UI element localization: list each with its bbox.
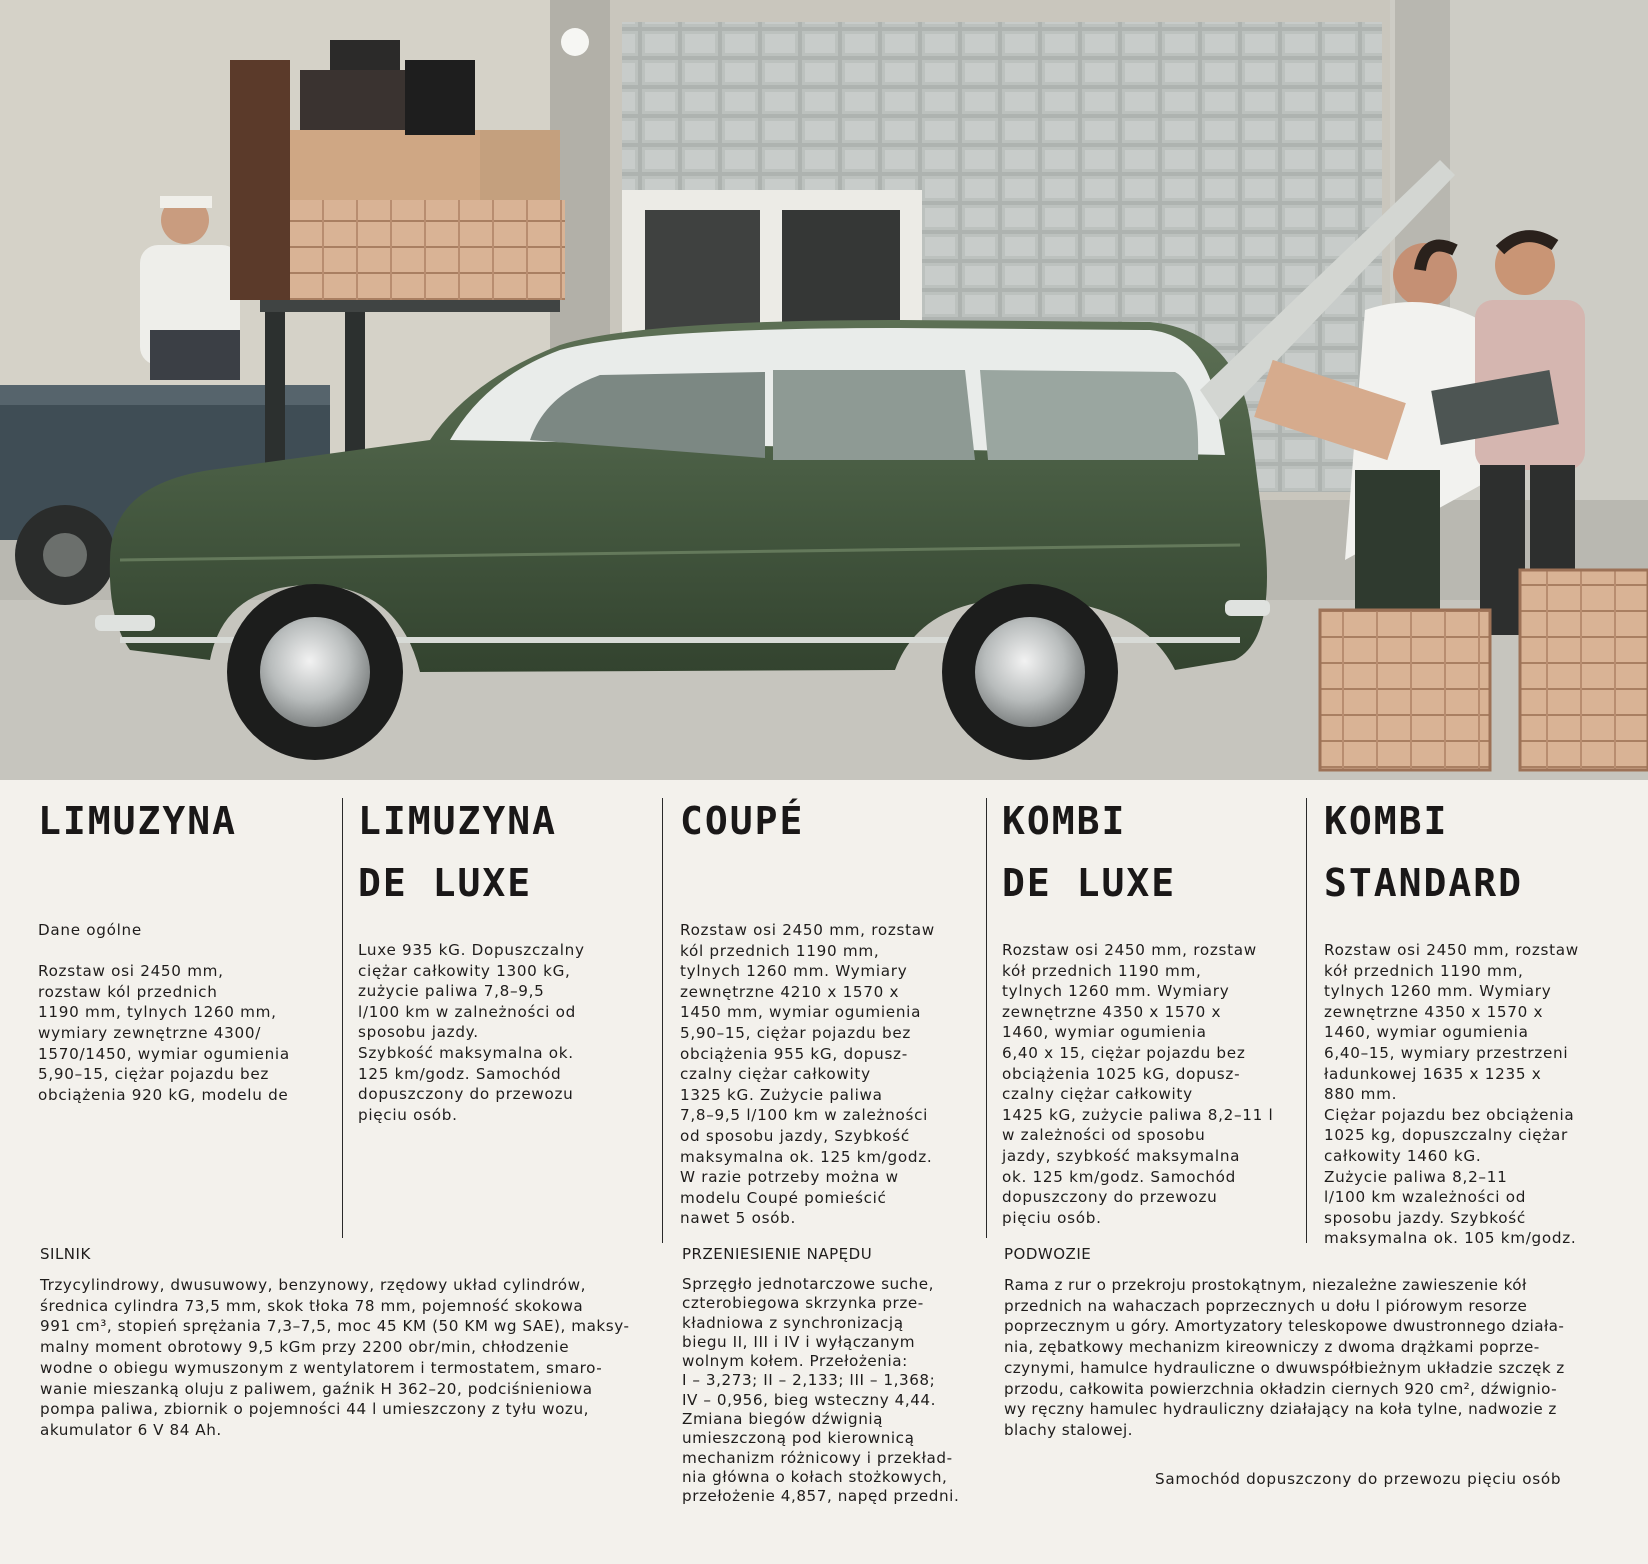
model-columns	[0, 780, 1648, 1248]
model-description: Rozstaw osi 2450 mm, rozstaw kół przednich 1190 mm, tylnych 1260 mm. Wymiary zewnętrzne 4350 x 1570 x 1460, wymiar ogumienia 6,40–15, wymiary przestrzeni ładunkowej 1635 x 1235 x 880 mm. Ciężar pojazdu bez obciążenia 1025 kg, dopuszczalny ciężar całkowity 1460 kG. Zużycie paliwa 8,2–11 l/100 km wzależności od sposobu jazdy. Szybkość maksymalna ok. 105 km/godz.	[1324, 941, 1579, 1248]
model-title: LIMUZYNA DE LUXE	[358, 799, 558, 905]
hero-photo	[0, 0, 1648, 780]
column-divider	[342, 798, 343, 1238]
model-title: KOMBI STANDARD	[1324, 799, 1524, 905]
model-title: LIMUZYNA	[38, 799, 238, 843]
section-title: SILNIK	[40, 1245, 91, 1263]
model-limuzyna	[38, 780, 338, 1105]
column-divider	[662, 798, 663, 1243]
section-body: Trzycylindrowy, dwusuwowy, benzynowy, rzędowy układ cylindrów, średnica cylindra 73,5 mm, skok tłoka 78 mm, pojemność skokowa 991 cm³, stopień sprężania 7,3–7,5, moc 45 KM (50 KM wg SAE), maksy- malny moment obrotowy 9,5 kGm przy 2200 obr/min, chłodzenie wodne o obiegu wymuszonym z wentylatorem i termostatem, smaro- wanie mieszanką oluju z paliwem, gaźnik H 362–20, podciśnieniowa pompa paliwa, zbiornik o pojemności 44 l umieszczony z tyłu wozu, akumulator 6 V 84 Ah.	[40, 1276, 630, 1439]
column-divider	[1306, 798, 1307, 1243]
model-kombi-de-luxe	[1002, 780, 1302, 1228]
model-title: COUPÉ	[680, 799, 805, 843]
section-engine	[40, 1245, 660, 1441]
section-drivetrain	[682, 1245, 982, 1507]
model-description: Rozstaw osi 2450 mm, rozstaw kól przednich 1190 mm, tylnych 1260 mm. Wymiary zewnętrzne 4210 x 1570 x 1450 mm, wymiar ogumienia 5,90–15, ciężar pojazdu bez obciążenia 955 kG, dopusz- czalny ciężar całkowity 1325 kG. Zużycie paliwa 7,8–9,5 l/100 km w zależności od sposobu jazdy, Szybkość maksymalna ok. 125 km/godz. W razie potrzeby można w modelu Coupé pomieścić nawet 5 osób.	[680, 921, 935, 1228]
model-limuzyna-de-luxe	[358, 780, 658, 1125]
model-description: Luxe 935 kG. Dopuszczalny ciężar całkowity 1300 kG, zużycie paliwa 7,8–9,5 l/100 km w zalneżności od sposobu jazdy. Szybkość maksymalna ok. 125 km/godz. Samochód dopuszczony do przewozu pięciu osób.	[358, 941, 585, 1124]
section-body: Rama z rur o przekroju prostokątnym, niezależne zawieszenie kół przednich na wahaczach poprzecznych u dołu l piórowym resorze poprzecznym u góry. Amortyzatory teleskopowe dwustronnego działa- nia, zębatkowy mechanizm kireowniczy z dwoma drążkami poprze- czynymi, hamulce hydrauliczne o dwuwspółbieżnym układzie szczęk z przodu, całkowita powierzchnia okładzin ciernych 920 cm², dźwignio- wy ręczny hamulec hydrauliczny działający na koła tylne, nadwozie z blachy stalowej.	[1004, 1276, 1565, 1439]
section-chassis	[1004, 1245, 1629, 1441]
column-divider	[986, 798, 987, 1238]
model-description: Rozstaw osi 2450 mm, rozstaw kół przednich 1190 mm, tylnych 1260 mm. Wymiary zewnętrzne 4350 x 1570 x 1460, wymiar ogumienia 6,40 x 15, ciężar pojazdu bez obciążenia 1025 kG, dopusz- czalny ciężar całkowity 1425 kG, zużycie paliwa 8,2–11 l w zależności od sposobu jazdy, szybkość maksymalna ok. 125 km/godz. Samochód dopuszczony do przewozu pięciu osób.	[1002, 941, 1274, 1227]
model-title: KOMBI DE LUXE	[1002, 799, 1177, 905]
footnote: Samochód dopuszczony do przewozu pięciu osób	[1155, 1470, 1562, 1488]
model-coupe	[680, 780, 985, 1229]
section-body: Sprzęgło jednotarczowe suche, czterobiegowa skrzynka prze- kładniowa z synchronizacją biegu II, III i IV i wyłączanym wolnym kołem. Przełożenia: I – 3,273; II – 2,133; III – 1,368; IV – 0,956, bieg wsteczny 4,44. Zmiana biegów dźwignią umieszczoną pod kierownicą mechanizm różnicowy i przekład- nia główna o kołach stożkowych, przełożenie 4,857, napęd przedni.	[682, 1275, 960, 1506]
model-description: Dane ogólne Rozstaw osi 2450 mm, rozstaw kól przednich 1190 mm, tylnych 1260 mm, wymiary zewnętrzne 4300/ 1570/1450, wymiar ogumienia 5,90–15, ciężar pojazdu bez obciążenia 920 kG, modelu de	[38, 921, 290, 1104]
model-kombi-standard	[1324, 780, 1634, 1249]
section-title: PODWOZIE	[1004, 1245, 1092, 1263]
section-title: PRZENIESIENIE NAPĘDU	[682, 1245, 873, 1263]
